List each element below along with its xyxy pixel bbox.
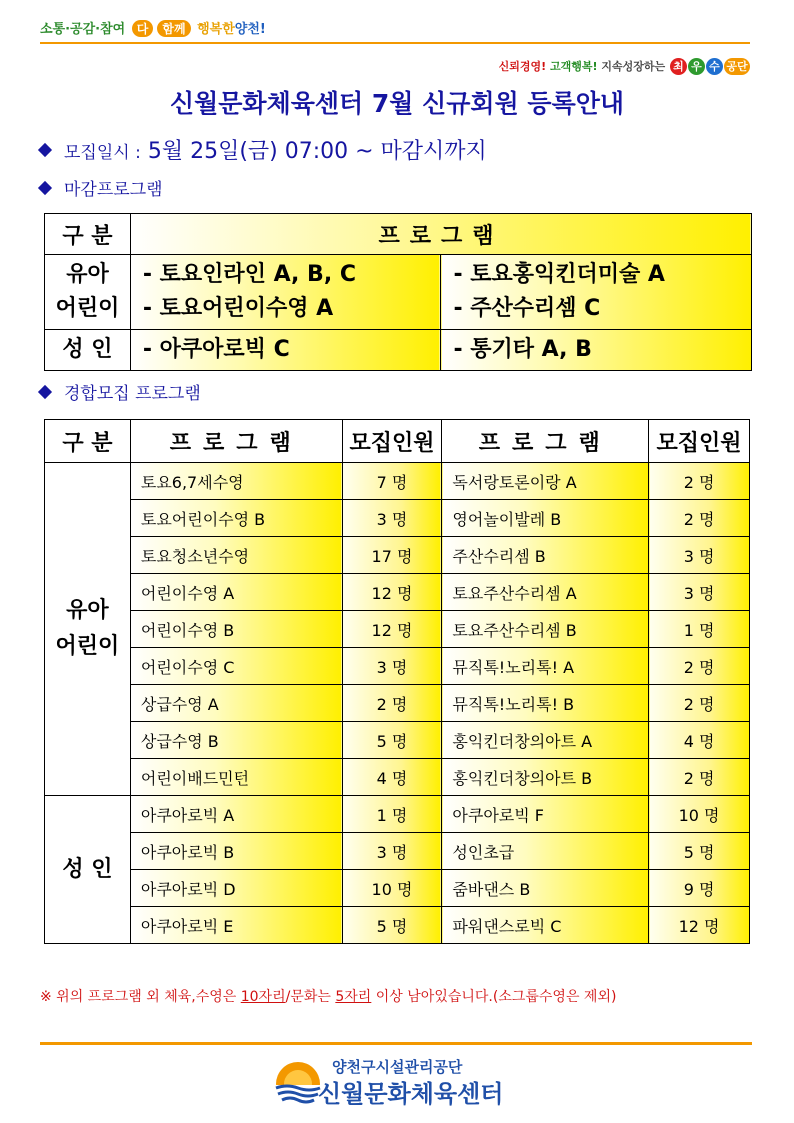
- header-category: 구 분: [45, 214, 131, 255]
- header-program: 프로그램: [130, 214, 751, 255]
- table-row: [45, 537, 750, 574]
- program-cell: [441, 255, 752, 330]
- open-programs-table: [44, 419, 750, 944]
- page-title: 신월문화체육센터 7월 신규회원 등록안내: [169, 89, 625, 118]
- headcount: 5 명: [342, 907, 442, 944]
- program-cell: [130, 255, 441, 330]
- headcount: 2 명: [649, 648, 750, 685]
- slogan-badge-2: 함께: [157, 20, 190, 37]
- headcount: 4 명: [649, 722, 750, 759]
- table-row: [45, 685, 750, 722]
- tagline-circle-3: 수: [706, 58, 723, 75]
- header-program-2: 프로그램: [442, 420, 649, 463]
- header-count: 모집인원: [342, 420, 442, 463]
- category-cell: [45, 463, 131, 796]
- table-row: [45, 463, 750, 500]
- header-category: 구 분: [45, 420, 131, 463]
- headcount: 3 명: [342, 833, 442, 870]
- tagline-growth: 지속성장하는: [601, 60, 666, 73]
- category-cell: [45, 796, 131, 944]
- program-name: 어린이수영 C: [130, 648, 342, 685]
- table-row: [45, 722, 750, 759]
- table-header-row: [45, 214, 752, 255]
- program-name: 뮤직톡!노리톡! B: [442, 685, 649, 722]
- headcount: 12 명: [649, 907, 750, 944]
- program-item: - 토요홍익킨더미술 A: [453, 262, 665, 287]
- program-name: 영어놀이발레 B: [442, 500, 649, 537]
- program-name: 상급수영 B: [130, 722, 342, 759]
- tagline-circle-4: 공단: [724, 58, 750, 75]
- headcount: 17 명: [342, 537, 442, 574]
- program-name: 독서랑토론이랑 A: [442, 463, 649, 500]
- table-row: [45, 574, 750, 611]
- tagline-circle-2: 우: [688, 58, 705, 75]
- headcount: 5 명: [649, 833, 750, 870]
- slogan-badge-1: 다: [132, 20, 154, 37]
- headcount: 2 명: [649, 759, 750, 796]
- headcount: 1 명: [342, 796, 442, 833]
- program-name: 주산수리셈 B: [442, 537, 649, 574]
- table-row: [45, 648, 750, 685]
- program-name: 아쿠아로빅 B: [130, 833, 342, 870]
- category-line: 유아: [66, 262, 109, 287]
- headcount: 3 명: [342, 648, 442, 685]
- headcount: 12 명: [342, 574, 442, 611]
- program-name: 토요6,7세수영: [130, 463, 342, 500]
- category-line: 성 인: [62, 856, 113, 882]
- tagline-circle-1: 최: [670, 58, 687, 75]
- headcount: 3 명: [342, 500, 442, 537]
- footnote: [40, 986, 616, 1006]
- headcount: 10 명: [342, 870, 442, 907]
- table-row: [45, 870, 750, 907]
- open-heading-text: 경합모집 프로그램: [64, 384, 201, 404]
- table-row: [45, 330, 752, 371]
- program-name: 어린이수영 A: [130, 574, 342, 611]
- diamond-bullet-icon: [38, 181, 52, 195]
- program-name: 어린이배드민턴: [130, 759, 342, 796]
- table-row: [45, 759, 750, 796]
- headcount: 7 명: [342, 463, 442, 500]
- program-cell: - 통기타 A, B: [441, 330, 752, 371]
- category-line: 어린이: [55, 634, 120, 659]
- headcount: 2 명: [649, 463, 750, 500]
- slogan: [40, 18, 266, 37]
- category-line: 어린이: [55, 296, 120, 321]
- program-name: 상급수영 A: [130, 685, 342, 722]
- table-row: [45, 796, 750, 833]
- category-line: 유아: [66, 598, 109, 623]
- tagline-trust: 신뢰경영!: [498, 60, 547, 73]
- closed-programs-table: [44, 213, 752, 371]
- tagline-happy: 고객행복!: [550, 60, 598, 73]
- headcount: 10 명: [649, 796, 750, 833]
- category-cell: 성 인: [45, 330, 131, 371]
- slogan-part-4: 양천!: [234, 22, 266, 37]
- table-row: [45, 833, 750, 870]
- headcount: 2 명: [649, 685, 750, 722]
- table-row: [45, 907, 750, 944]
- org-name: 신월문화체육센터: [318, 1080, 504, 1108]
- headcount: 12 명: [342, 611, 442, 648]
- note-highlight: 10자리: [240, 989, 286, 1005]
- note-text: 위의 프로그램 외 체육,수영은: [51, 989, 241, 1005]
- closed-heading-text: 마감프로그램: [64, 180, 163, 200]
- adult-section: [45, 796, 750, 944]
- program-name: 토요청소년수영: [130, 537, 342, 574]
- note-text: /문화는: [285, 989, 336, 1005]
- program-name: 아쿠아로빅 F: [442, 796, 649, 833]
- recruit-date-line: [40, 134, 487, 165]
- recruit-date-label: 모집일시 :: [64, 143, 141, 163]
- program-item: - 주산수리셈 C: [453, 296, 601, 321]
- program-name: 아쿠아로빅 A: [130, 796, 342, 833]
- table-row: [45, 500, 750, 537]
- program-item: - 토요인라인 A, B, C: [142, 262, 356, 287]
- slogan-part-1: 소통·공감·참여: [40, 22, 126, 37]
- program-name: 토요주산수리셈 A: [442, 574, 649, 611]
- program-name: 홍익킨더창의아트 B: [442, 759, 649, 796]
- org-subtitle: 양천구시설관리공단: [332, 1058, 463, 1076]
- header-count-2: 모집인원: [649, 420, 750, 463]
- table-row: [45, 611, 750, 648]
- headcount: 4 명: [342, 759, 442, 796]
- slogan-part-3: 행복한: [197, 22, 235, 37]
- open-section-heading: [40, 379, 201, 404]
- recruit-date-value: 5월 25일(금) 07:00 ~ 마감시까지: [147, 139, 487, 164]
- headcount: 9 명: [649, 870, 750, 907]
- header-divider: [40, 42, 750, 44]
- headcount: 2 명: [342, 685, 442, 722]
- program-name: 줌바댄스 B: [442, 870, 649, 907]
- note-highlight: 5자리: [335, 989, 372, 1005]
- program-name: 아쿠아로빅 E: [130, 907, 342, 944]
- program-cell: - 아쿠아로빅 C: [130, 330, 441, 371]
- table-row: [45, 255, 752, 330]
- note-mark: ※: [40, 989, 52, 1005]
- headcount: 2 명: [649, 500, 750, 537]
- program-name: 뮤직톡!노리톡! A: [442, 648, 649, 685]
- headcount: 3 명: [649, 574, 750, 611]
- program-name: 토요어린이수영 B: [130, 500, 342, 537]
- program-name: 어린이수영 B: [130, 611, 342, 648]
- table-header-row: [45, 420, 750, 463]
- closed-section-heading: [40, 175, 163, 200]
- note-text: 이상 남아있습니다.(소그룹수영은 제외): [371, 989, 617, 1005]
- category-cell: [45, 255, 131, 330]
- headcount: 3 명: [649, 537, 750, 574]
- program-item: - 토요어린이수영 A: [142, 296, 334, 321]
- kids-section: [45, 463, 750, 796]
- headcount: 1 명: [649, 611, 750, 648]
- program-name: 성인초급: [442, 833, 649, 870]
- program-name: 홍익킨더창의아트 A: [442, 722, 649, 759]
- program-name: 토요주산수리셈 B: [442, 611, 649, 648]
- footer-divider: [40, 1042, 752, 1045]
- headcount: 5 명: [342, 722, 442, 759]
- program-name: 아쿠아로빅 D: [130, 870, 342, 907]
- org-tagline: [499, 58, 750, 75]
- diamond-bullet-icon: [38, 143, 52, 157]
- header-program: 프로그램: [130, 420, 342, 463]
- program-name: 파워댄스로빅 C: [442, 907, 649, 944]
- diamond-bullet-icon: [38, 385, 52, 399]
